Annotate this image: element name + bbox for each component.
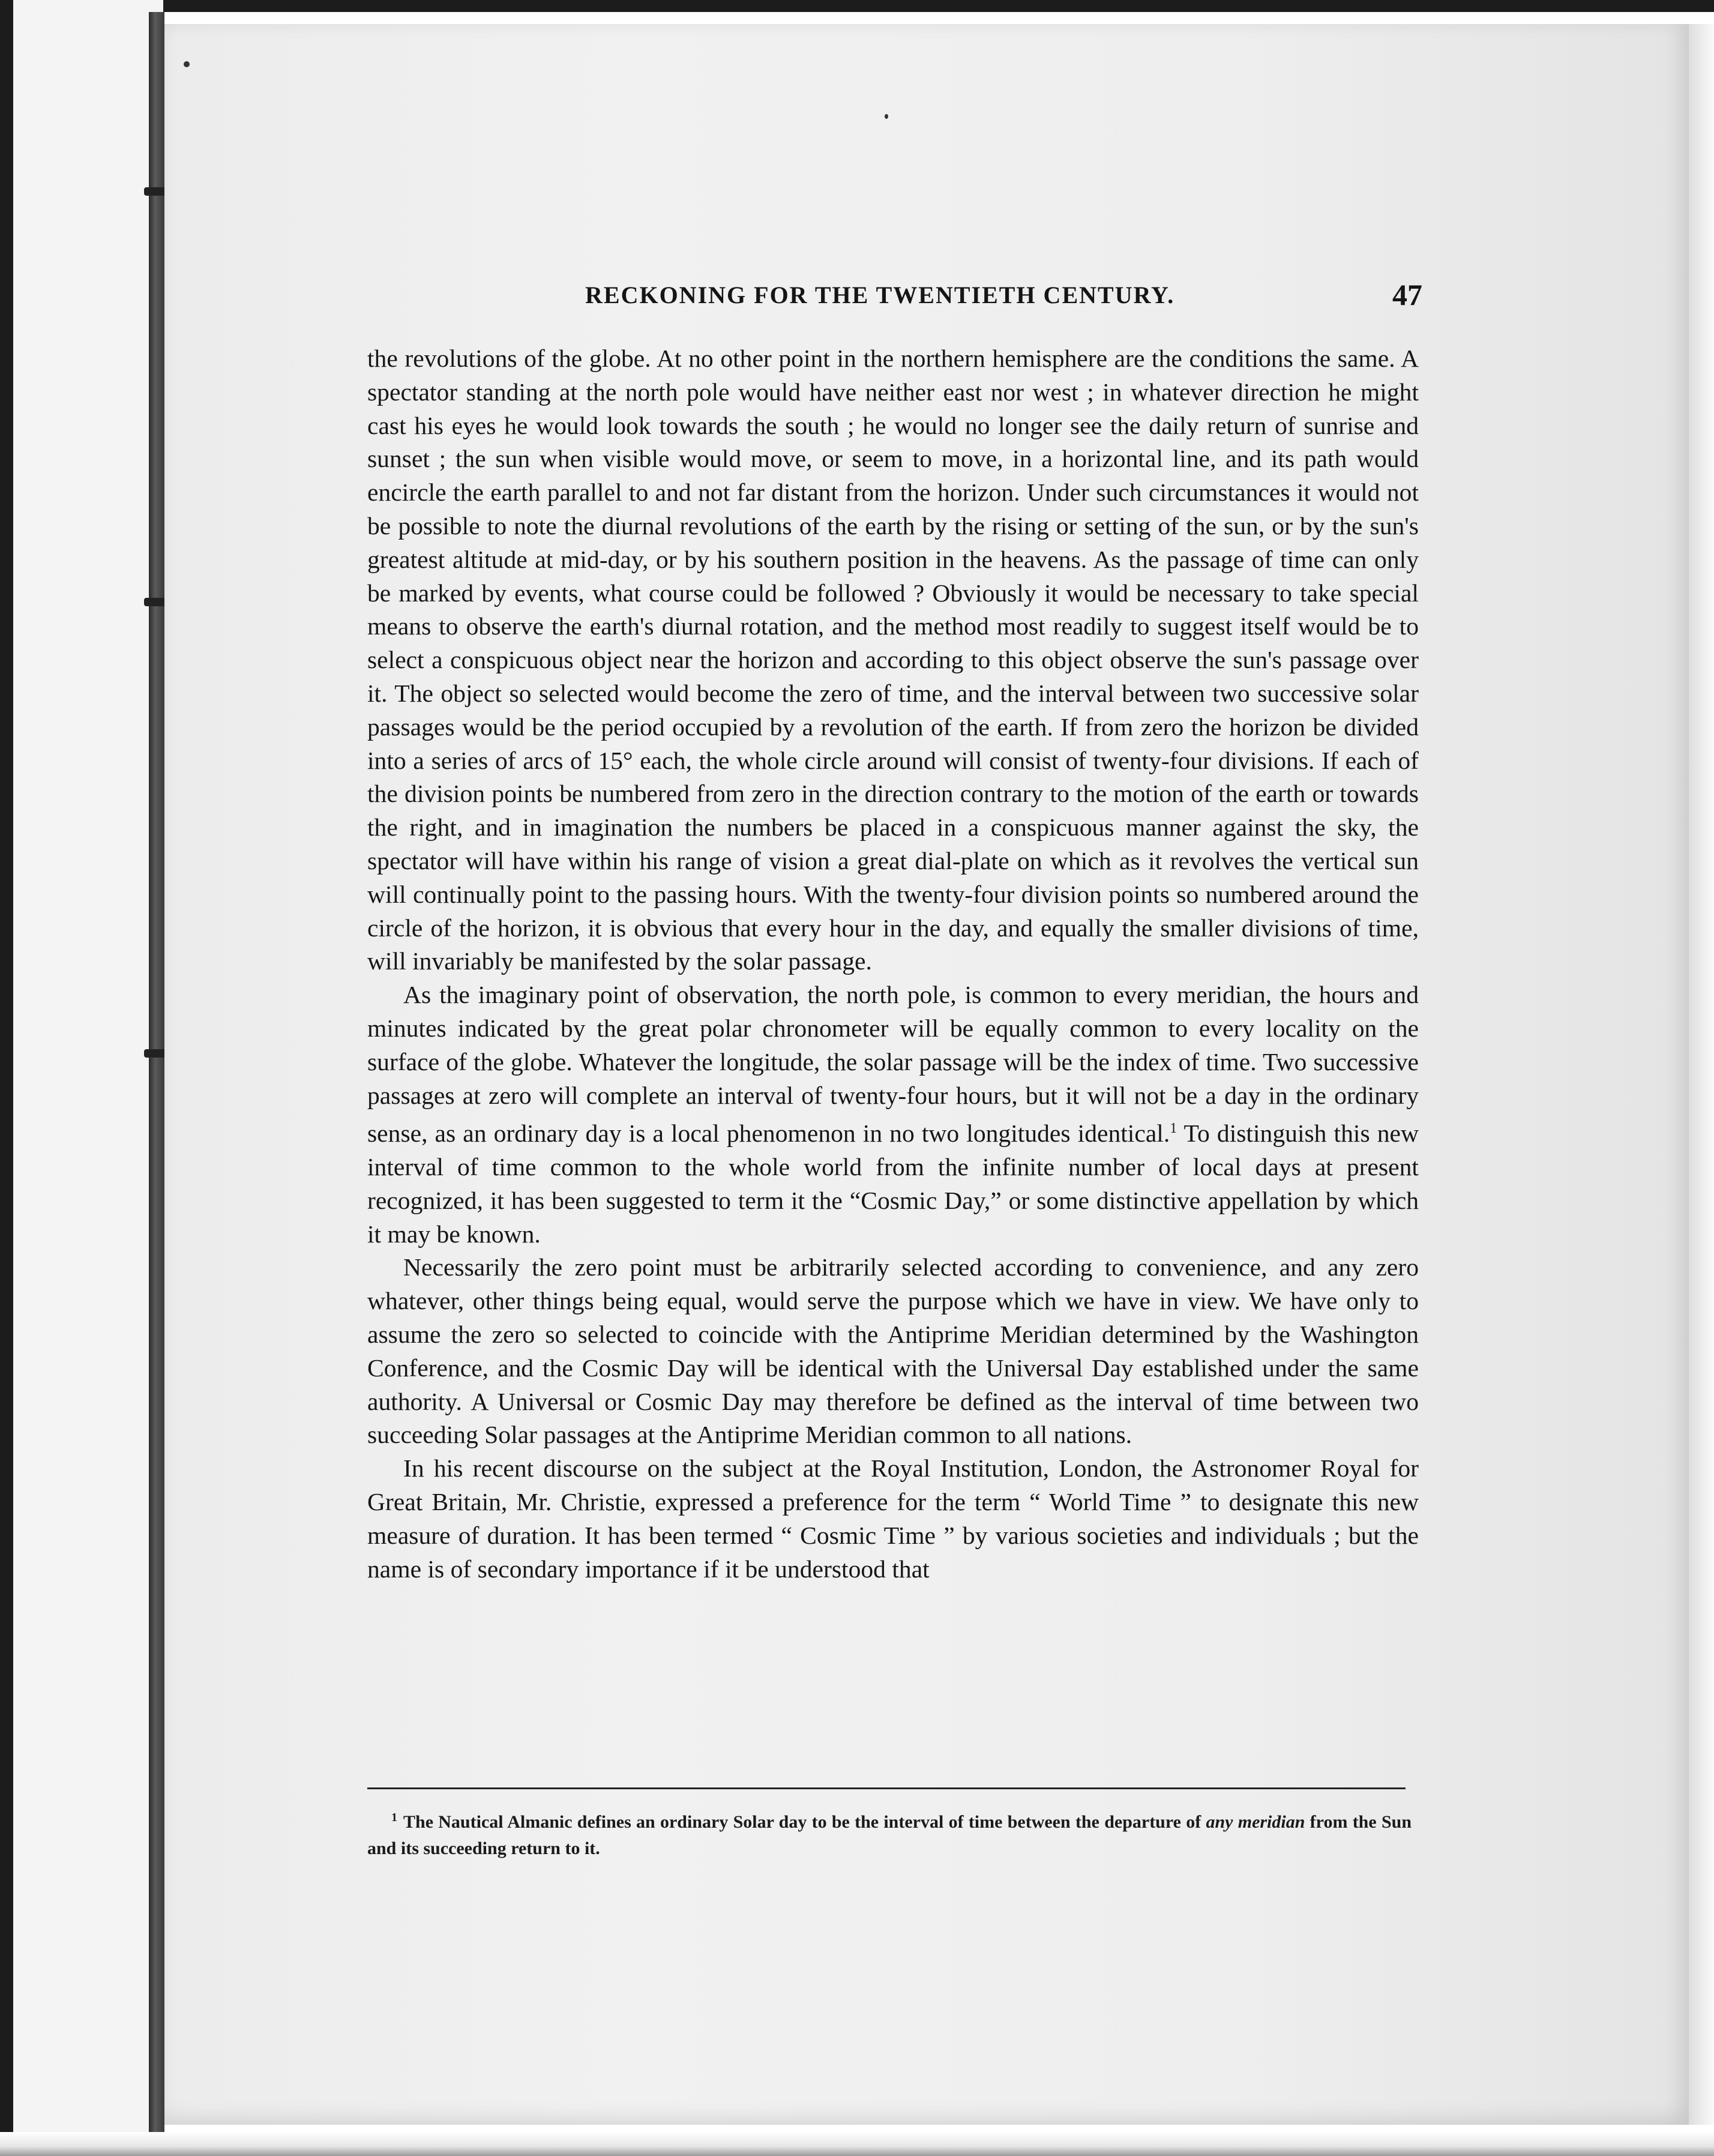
paragraph-3: Necessarily the zero point must be arbitrarily selected according to convenience, and any zero whatever, other things being equal, would serve the purpose which we have in view. We have only to assume the zero so selected to coincide with the Antiprime Meridian determined by the Washington Conference, and the Cosmic Day will be identical with the Universal Day established under the same authority. A Universal or Cosmic Day may therefore be defined as the interval of time between two succeeding Solar passages at the Antiprime Meridian common to all nations. [367, 1253, 1419, 1449]
paragraph-2-text: As the imaginary point of observation, the north pole, is common to every meridian, the hours and minutes indicated by the great polar chronometer will be equally common to every locality on the surface of the globe. Whatever the longitude, the solar passage will be the index of time. Two successive passages at zero will complete an interval of twenty-four hours, but it will not be a day in the ordinary sense, as an ordinary day is a local phenomenon in no two longitudes identical. [367, 981, 1419, 1148]
body-text [367, 342, 1419, 1586]
footnote-text-end: from the Sun and its succeeding return to it. [367, 1812, 1412, 1858]
page-speck [184, 61, 190, 67]
page-speck [885, 114, 888, 119]
footnote-italic-any: any [1206, 1812, 1233, 1832]
footnote [367, 1804, 1412, 1862]
footnote-marker: 1 [391, 1811, 397, 1824]
footnote-text: The Nautical Almanic defines an ordinary Solar day to be the interval of time between the departure of [403, 1812, 1206, 1832]
footnote-italic-meridian: meridian [1237, 1812, 1305, 1832]
scan-border-top [0, 0, 1714, 12]
page-number: 47 [1392, 278, 1422, 312]
page-header [360, 278, 1422, 317]
book-spine-edge [149, 12, 164, 2137]
scan-margin-left [13, 0, 163, 2156]
footnote-rule [367, 1787, 1406, 1789]
footnote-reference: 1 [1170, 1121, 1177, 1137]
scan-border-left [0, 0, 13, 2156]
paragraph-2-text-continued: To distinguish this new interval of time common to the whole world from the infinite number of local days at present recognized, it has been suggested to term it the “Cosmic Day,” or some distinctive appellation by which it may be known. [367, 1119, 1419, 1248]
page-bottom-curl [0, 2132, 1714, 2156]
paragraph-2 [367, 978, 1419, 1251]
paragraph-1: the revolutions of the globe. At no other point in the northern hemisphere are the conditions the same. A spectator standing at the north pole would have neither east nor west ; in whatever direction he might cast his eyes he would look towards the south ; he would no longer see the daily return of sunrise and sunset ; the sun when visible would move, or seem to move, in a horizontal line, and its path would encircle the earth parallel to and not far distant from the horizon. Under such circumstances it would not be possible to note the diurnal revolutions of the earth by the rising or setting of the sun, or by the sun's greatest altitude at mid-day, or by his southern position in the heavens. As the passage of time can only be marked by events, what course could be followed ? Obviously it would be necessary to take special means to observe the earth's diurnal rotation, and the method most readily to suggest itself would be to select a conspicuous object near the horizon and according to this object observe the sun's passage over it. The object so selected would become the zero of time, and the interval between two successive solar passages would be the period occupied by a revolution of the earth. If from zero the horizon be divided into a series of arcs of 15° each, the whole circle around will consist of twenty-four divisions. If each of the division points be numbered from zero in the direction contrary to the motion of the earth or towards the right, and in imagination the numbers be placed in a conspicuous manner against the sky, the spectator will have within his range of vision a great dial-plate on which as it revolves the vertical sun will continually point to the passing hours. With the twenty-four division points so numbered around the circle of the horizon, it is obvious that every hour in the day, and equally the smaller divisions of time, will invariably be manifested by the solar passage. [367, 345, 1419, 975]
running-head: RECKONING FOR THE TWENTIETH CENTURY. [585, 282, 1175, 309]
paragraph-4: In his recent discourse on the subject at the Royal Institution, London, the Astronomer Royal for Great Britain, Mr. Christie, expressed a preference for the term “ World Time ” to designate this new measure of duration. It has been termed “ Cosmic Time ” by various societies and individuals ; but the name is of secondary importance if it be understood that [367, 1454, 1419, 1583]
